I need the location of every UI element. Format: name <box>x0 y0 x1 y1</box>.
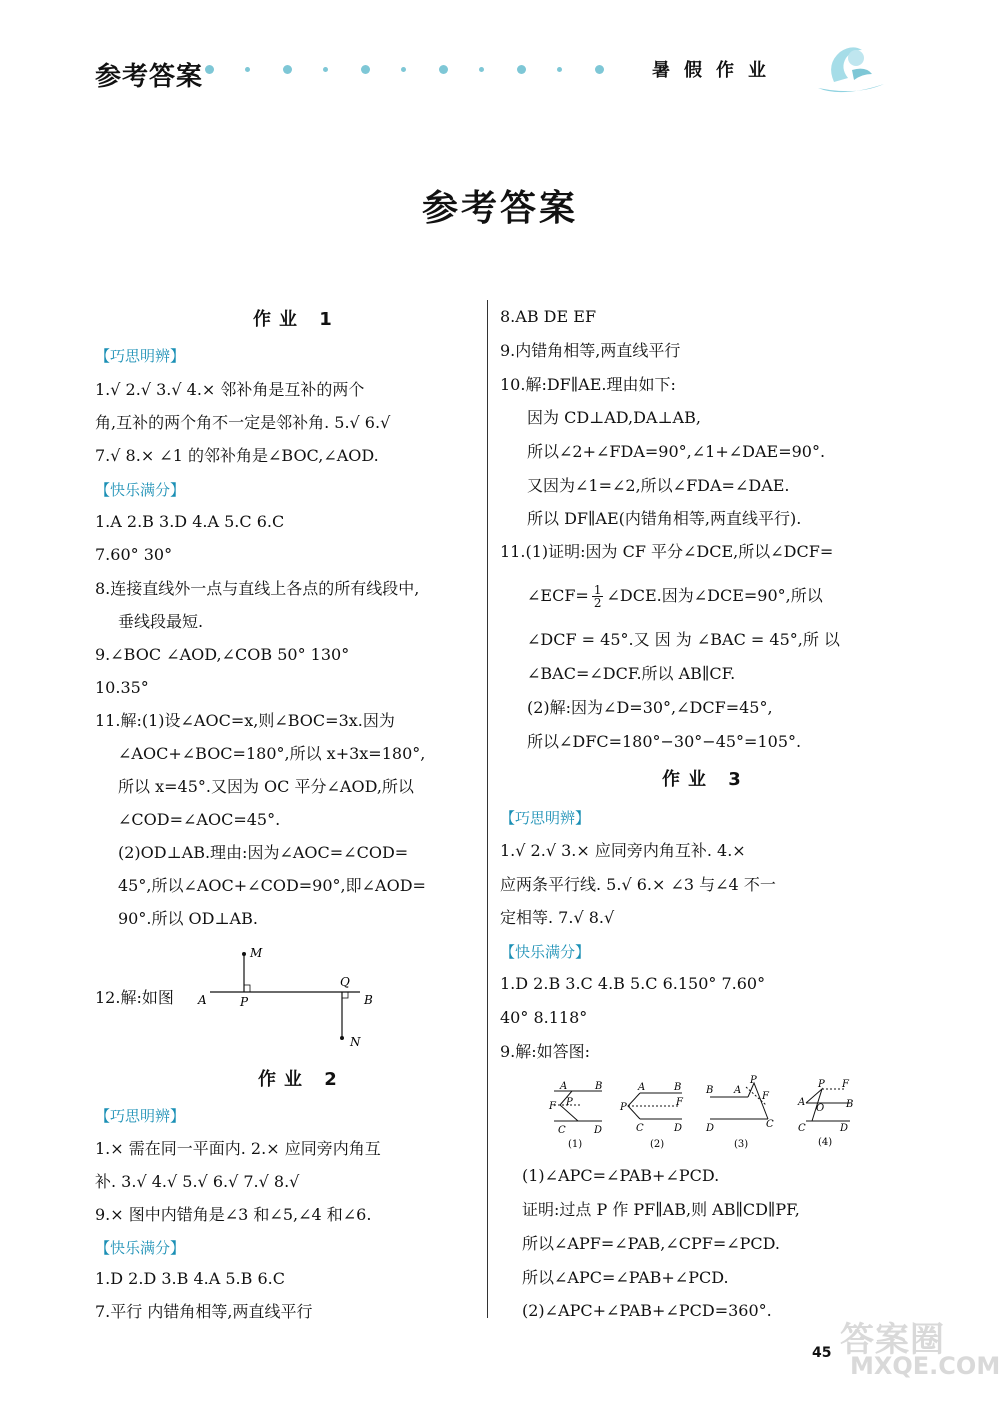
page-title: 参考答案 <box>421 188 578 229</box>
answer-line: 所以∠2+∠FDA=90°,∠1+∠DAE=90°. <box>527 442 826 461</box>
answer-line: 定相等. 7.√ 8.√ <box>500 908 615 927</box>
svg-text:(2): (2) <box>650 1139 665 1150</box>
answer-line: 1.D 2.B 3.C 4.B 5.C 6.150° 7.60° <box>500 974 766 993</box>
header-left-title: 参考答案 <box>95 62 204 92</box>
header-dot-divider <box>205 68 615 72</box>
answer-line: 所以 DF∥AE(内错角相等,两直线平行). <box>527 509 802 528</box>
answer-line: 10.解:DF∥AE.理由如下: <box>500 375 676 394</box>
answer-line: 1.√ 2.√ 3.× 应同旁内角互补. 4.× <box>500 841 746 860</box>
answer-line: 垂线段最短. <box>118 612 204 631</box>
answer-line: 1.× 需在同一平面内. 2.× 应同旁内角互 <box>95 1139 381 1158</box>
svg-text:O: O <box>816 1103 825 1114</box>
svg-text:A: A <box>798 1097 806 1108</box>
answer-line: 1.√ 2.√ 3.√ 4.× 邻补角是互补的两个 <box>95 380 365 399</box>
answer-line: 10.35° <box>95 678 149 697</box>
svg-text:F: F <box>842 1079 849 1090</box>
answer-line: ∠AOC+∠BOC=180°,所以 x+3x=180°, <box>118 744 426 763</box>
answer-line: (2)OD⊥AB.理由:因为∠AOC=∠COD= <box>118 843 409 862</box>
svg-text:F: F <box>676 1097 683 1108</box>
page-number: 45 <box>812 1345 832 1361</box>
answer-line <box>527 584 823 609</box>
answer-line: 11.解:(1)设∠AOC=x,则∠BOC=3x.因为 <box>95 711 395 730</box>
svg-text:(1): (1) <box>568 1139 583 1150</box>
point-label: A <box>198 993 207 1007</box>
answer-line: 所以∠APC=∠PAB+∠PCD. <box>522 1268 729 1287</box>
answer-line: 1.D 2.D 3.B 4.A 5.B 6.C <box>95 1269 285 1288</box>
svg-text:B: B <box>706 1085 714 1096</box>
svg-text:P: P <box>566 1097 573 1108</box>
section-tag: 【快乐满分】 <box>500 943 591 961</box>
header-right-title: 暑假作业 <box>652 60 780 81</box>
answer-line: (1)∠APC=∠PAB+∠PCD. <box>522 1166 720 1185</box>
header-logo-icon <box>812 40 890 100</box>
answer-line: (2)解:因为∠D=30°,∠DCF=45°, <box>527 698 773 717</box>
answer-line: 12.解:如图 <box>95 988 174 1007</box>
answer-line: 证明:过点 P 作 PF∥AB,则 AB∥CD∥PF, <box>522 1200 800 1219</box>
answer-line: 7.60° 30° <box>95 545 173 564</box>
section-tag: 【巧思明辨】 <box>95 347 186 365</box>
svg-text:(3): (3) <box>734 1139 749 1150</box>
column-divider <box>487 300 488 1318</box>
answer-line: 11.(1)证明:因为 CF 平分∠DCE,所以∠DCF= <box>500 542 834 561</box>
section-tag: 【巧思明辨】 <box>500 809 591 827</box>
answer-line: 9.∠BOC ∠AOD,∠COB 50° 130° <box>95 645 350 664</box>
section-tag: 【快乐满分】 <box>95 1239 186 1257</box>
answer-line: 因为 CD⊥AD,DA⊥AB, <box>527 408 701 427</box>
svg-text:D: D <box>840 1123 849 1134</box>
homework-2-heading: 作业 2 <box>258 1069 345 1090</box>
homework-1-heading: 作业 1 <box>253 309 340 330</box>
svg-text:C: C <box>766 1119 774 1130</box>
answer-line: 45°,所以∠AOC+∠COD=90°,即∠AOD= <box>118 876 426 895</box>
answer-line: 7.平行 内错角相等,两直线平行 <box>95 1302 313 1321</box>
svg-text:(4): (4) <box>818 1137 833 1148</box>
svg-text:P: P <box>620 1102 627 1113</box>
watermark-url: MXQE.COM <box>850 1352 1000 1380</box>
answer-line: ∠DCF = 45°.又 因 为 ∠BAC = 45°,所 以 <box>527 630 840 649</box>
svg-text:C: C <box>798 1123 806 1134</box>
answer-line: 40° 8.118° <box>500 1008 588 1027</box>
answer-line: 7.√ 8.× ∠1 的邻补角是∠BOC,∠AOD. <box>95 446 379 465</box>
figures-q9 <box>540 1075 870 1150</box>
svg-text:D: D <box>594 1125 603 1136</box>
section-tag: 【巧思明辨】 <box>95 1107 186 1125</box>
answer-line: ∠BAC=∠DCF.所以 AB∥CF. <box>527 664 736 683</box>
figure-4 <box>797 1079 853 1148</box>
answer-line: 8.连接直线外一点与直线上各点的所有线段中, <box>95 579 420 598</box>
svg-text:B: B <box>595 1081 603 1092</box>
answer-line: 所以∠APF=∠PAB,∠CPF=∠PCD. <box>522 1234 781 1253</box>
svg-text:P: P <box>818 1079 825 1090</box>
figure-2 <box>619 1082 684 1150</box>
section-tag: 【快乐满分】 <box>95 481 186 499</box>
svg-text:D: D <box>706 1123 715 1134</box>
answer-line: 应两条平行线. 5.√ 6.× ∠3 与∠4 不一 <box>500 875 776 894</box>
answer-line: 9.内错角相等,两直线平行 <box>500 341 681 360</box>
svg-text:A: A <box>638 1082 646 1093</box>
answer-line: 8.AB DE EF <box>500 307 597 326</box>
answer-line: 9.× 图中内错角是∠3 和∠5,∠4 和∠6. <box>95 1205 372 1224</box>
answer-line: 所以 x=45°.又因为 OC 平分∠AOD,所以 <box>118 777 414 796</box>
svg-text:A: A <box>560 1081 568 1092</box>
svg-text:F: F <box>762 1091 769 1102</box>
answer-line: ∠COD=∠AOC=45°. <box>118 810 281 829</box>
answer-line: 又因为∠1=∠2,所以∠FDA=∠DAE. <box>527 476 790 495</box>
point-label: Q <box>340 975 350 989</box>
figure-3 <box>705 1075 774 1150</box>
answer-text: ∠DCE.因为∠DCE=90°,所以 <box>606 586 823 605</box>
answer-line: 9.解:如答图: <box>500 1042 591 1061</box>
svg-text:D: D <box>674 1123 683 1134</box>
svg-text:C: C <box>636 1123 644 1134</box>
fraction: $\frac{1}{2}$ <box>593 583 602 610</box>
point-label: P <box>240 995 249 1009</box>
answer-line: 角,互补的两个角不一定是邻补角. 5.√ 6.√ <box>95 413 391 432</box>
answer-line: 所以∠DFC=180°−30°−45°=105°. <box>527 732 802 751</box>
homework-3-heading: 作业 3 <box>662 769 749 790</box>
svg-text:A: A <box>734 1085 742 1096</box>
answer-line: 1.A 2.B 3.D 4.A 5.C 6.C <box>95 512 285 531</box>
answer-line: 补. 3.√ 4.√ 5.√ 6.√ 7.√ 8.√ <box>95 1172 300 1191</box>
point-label: M <box>250 946 263 960</box>
point-label: B <box>364 993 373 1007</box>
svg-text:B: B <box>846 1099 854 1110</box>
figure-q12 <box>190 940 390 1055</box>
figure-1 <box>548 1081 602 1150</box>
svg-text:F: F <box>549 1101 556 1112</box>
answer-line: (2)∠APC+∠PAB+∠PCD=360°. <box>522 1301 772 1320</box>
point-label: N <box>350 1035 361 1049</box>
answer-line: 90°.所以 OD⊥AB. <box>118 909 258 928</box>
svg-text:B: B <box>674 1082 682 1093</box>
svg-text:C: C <box>558 1125 566 1136</box>
watermark-logo: 答案圈 <box>840 1320 945 1360</box>
svg-text:P: P <box>750 1075 757 1086</box>
answer-text: ∠ECF= <box>527 586 589 605</box>
